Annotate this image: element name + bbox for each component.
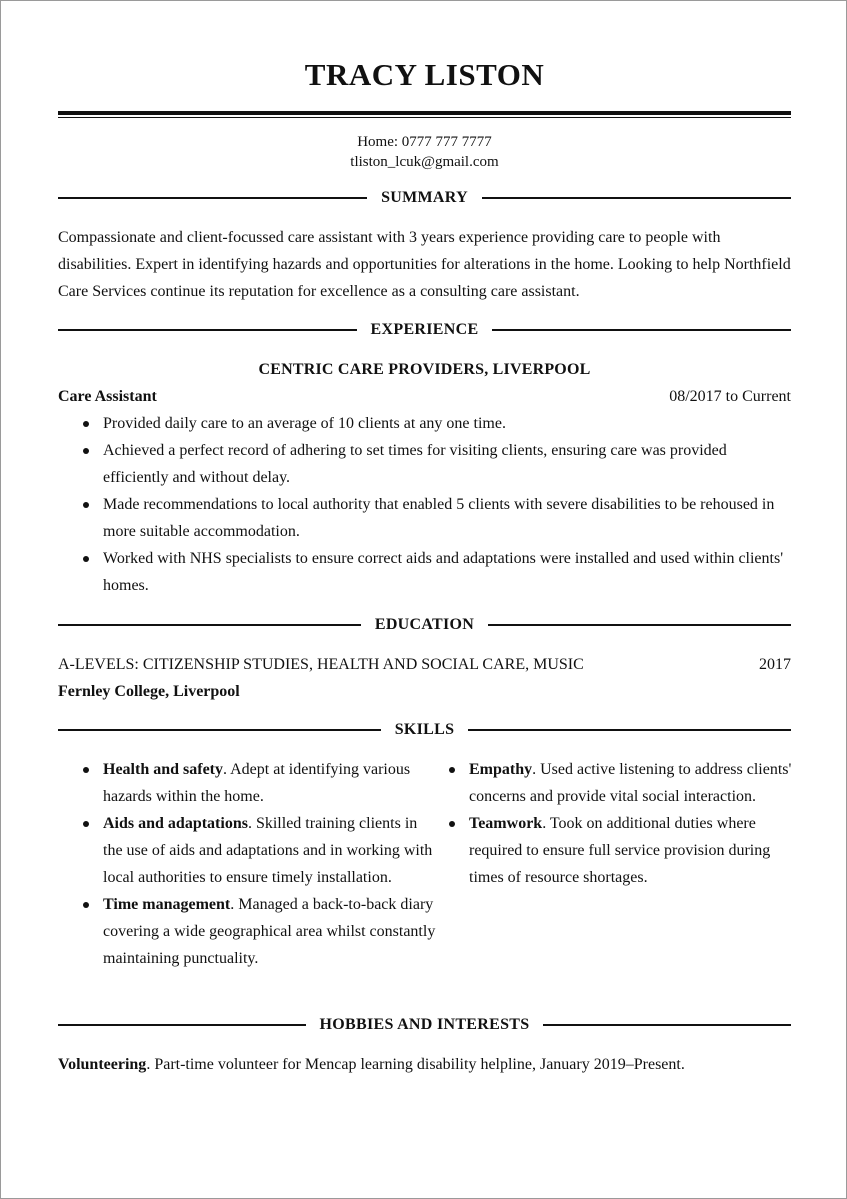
skill-text: . Adept at identifying various hazards within the home. <box>103 761 411 805</box>
list-item: Worked with NHS specialists to ensure correct aids and adaptations were installed and used within clients' homes. <box>58 545 791 599</box>
heading-rule-left <box>58 729 381 731</box>
experience-heading <box>58 318 791 342</box>
summary-heading-label: SUMMARY <box>381 189 468 206</box>
hobbies-heading <box>58 1013 791 1037</box>
heading-rule-right <box>492 329 791 331</box>
header-rule-thin <box>58 117 791 118</box>
heading-rule-right <box>482 197 791 199</box>
hobbies-text <box>58 1051 791 1078</box>
heading-rule-left <box>58 197 367 199</box>
contact-block <box>58 132 791 172</box>
skills-list-right <box>424 756 799 891</box>
list-item: Provided daily care to an average of 10 clients at any one time. <box>58 410 791 437</box>
experience-heading-label: EXPERIENCE <box>370 321 479 338</box>
skills-list-left <box>58 756 438 972</box>
list-item: Made recommendations to local authority that enabled 5 clients with severe disabilities to be rehoused in more suitable accommodation. <box>58 491 791 545</box>
skill-title: Teamwork <box>469 815 543 832</box>
experience-bullets <box>58 410 791 599</box>
qualification: A-LEVELS: CITIZENSHIP STUDIES, HEALTH AND SOCIAL CARE, MUSIC <box>58 656 584 673</box>
heading-rule-left <box>58 624 361 626</box>
education-heading <box>58 613 791 637</box>
hobbies-heading-label: HOBBIES AND INTERESTS <box>319 1016 530 1033</box>
list-item <box>58 756 438 810</box>
skill-title: Aids and adaptations <box>103 815 248 832</box>
skill-title: Health and safety <box>103 761 223 778</box>
employer-name: CENTRIC CARE PROVIDERS, LIVERPOOL <box>258 361 591 378</box>
heading-rule-right <box>488 624 791 626</box>
hobby-description: . Part-time volunteer for Mencap learning disability helpline, January 2019–Present. <box>146 1056 685 1073</box>
list-item <box>424 756 799 810</box>
skill-text: . Managed a back-to-back diary covering a wide geographical area whilst constantly maintaining punctuality. <box>103 896 436 967</box>
skills-heading <box>58 718 791 742</box>
header-rule-heavy <box>58 111 791 115</box>
list-item: Achieved a perfect record of adhering to set times for visiting clients, ensuring care was provided efficiently and without delay. <box>58 437 791 491</box>
skills-heading-label: SKILLS <box>394 721 455 738</box>
skill-text: . Skilled training clients in the use of aids and adaptations and in working with local authorities to ensure timely installation. <box>103 815 433 886</box>
list-item <box>58 810 438 891</box>
candidate-name: TRACY LISTON <box>304 57 545 92</box>
heading-rule-left <box>58 1024 306 1026</box>
heading-rule-right <box>468 729 791 731</box>
job-dates: 08/2017 to Current <box>669 388 791 405</box>
school-name: Fernley College, Liverpool <box>58 683 240 700</box>
job-row <box>58 383 791 410</box>
summary-heading <box>58 186 791 210</box>
skill-title: Time management <box>103 896 231 913</box>
education-year: 2017 <box>759 656 791 673</box>
education-row <box>58 651 791 678</box>
job-title: Care Assistant <box>58 388 157 405</box>
education-heading-label: EDUCATION <box>374 616 475 633</box>
heading-rule-right <box>543 1024 791 1026</box>
list-item <box>424 810 799 891</box>
skill-title: Empathy <box>469 761 533 778</box>
summary-text: Compassionate and client-focussed care assistant with 3 years experience providing care to people with disabilities. Expert in identifying hazards and opportunities for alterations in the home. Looking to help Northfield Care Services continue its reputation for excellence as a consulting care assistant. <box>58 229 791 300</box>
skill-text: . Took on additional duties where required to ensure full service provision during times of resource shortages. <box>469 815 771 886</box>
contact-phone: Home: 0777 777 7777 <box>357 134 492 150</box>
list-item <box>58 891 438 972</box>
contact-email: tliston_lcuk@gmail.com <box>350 154 499 170</box>
heading-rule-left <box>58 329 357 331</box>
skill-text: . Used active listening to address clients' concerns and provide vital social interaction. <box>469 761 792 805</box>
hobby-title: Volunteering <box>58 1056 147 1073</box>
